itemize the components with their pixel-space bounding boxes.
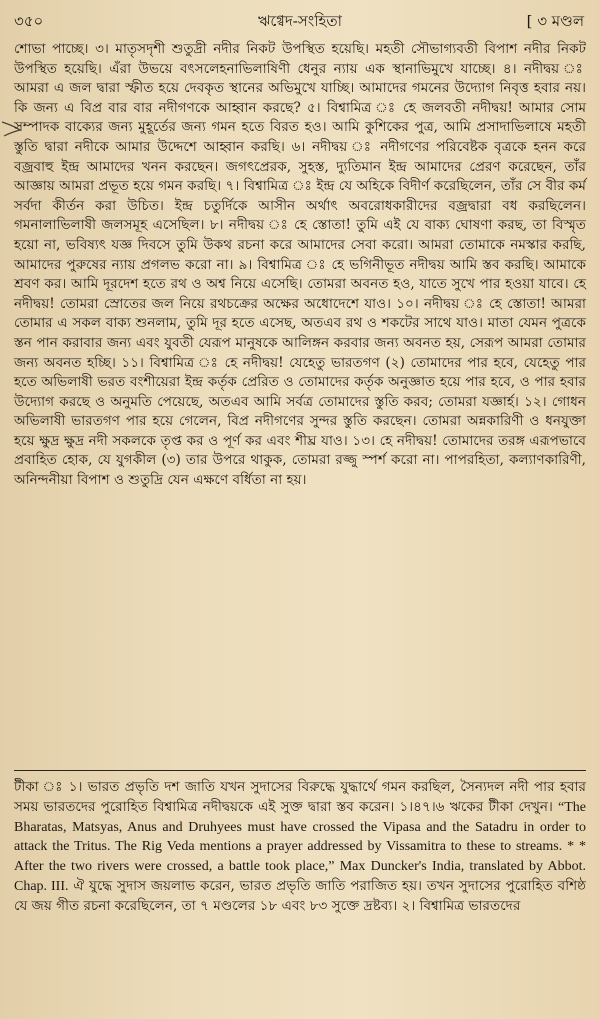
footnote-divider bbox=[14, 770, 586, 771]
footnote-part-1: টীকা ঃ ১। ভারত প্রভৃতি দশ জাতি যখন সুদাসের বিরুদ্ধে যুদ্ধার্থে গমন করছিল, সৈন্যদল নদী পার হবার সময় ভারতদের পুরোহিত বিশ্বামিত্র নদীদ্বয়কে এই সুক্ত দ্বারা স্তব করেন। ১।৪৭।৬ ঋকের টীকা দেখুন। bbox=[14, 779, 586, 815]
footnote-text bbox=[14, 778, 586, 917]
running-title: ঋগ্বেদ-সংহিতা bbox=[258, 12, 342, 30]
page-number: ৩৫০ bbox=[14, 12, 44, 30]
footnote-english-quote: “The Bharatas, Matsyas, Anus and Druhyees must have crossed the Vipasa and the Satadru in order to attack the Tritus. The Rig Veda mentions a prayer addressed by Vissamitra to these to streams. * * After the two rivers were crossed, a battle took place,” Max Duncker's India, translated by Abbot. Chap. III. bbox=[14, 799, 586, 894]
footnote-part-2: ঐ যুদ্ধে সুদাস জয়লাভ করেন, ভারত প্রভৃতি জাতি পরাজিত হয়। তখন সুদাসের পুরোহিত বশিষ্ঠ যে জয় গীত রচনা করেছিলেন, তা ৭ মণ্ডলের ১৮ এবং ৮৩ সুক্তে দ্রষ্টব্য। ২। বিশ্বামিত্র ভারতদের bbox=[14, 877, 586, 914]
page-header bbox=[0, 8, 600, 36]
section-label: [ ৩ মণ্ডল bbox=[526, 12, 584, 30]
verse-text: শোভা পাচ্ছে। ৩। মাতৃসদৃশী শুতুদ্রী নদীর নিকট উপস্থিত হয়েছি। মহতী সৌভাগ্যবতী বিপাশ নদীর নিকট উপস্থিত হয়েছি। এঁরা উভয়ে বৎসলেহনাভিলাষিণী ধেনুর ন্যায় এক স্থানাভিমুখে যাচ্ছে। ৪। নদীদ্বয় ঃ আমরা এ জল দ্বারা স্ফীত হয়ে দেবকৃত স্থানের অভিমুখে যাচ্ছি। আমাদের গমনের উদ্যোগ নিবৃত্ত হবার নয়। কি জন্য এ বিপ্র বার বার নদীগণকে আহ্বান করছে? ৫। বিশ্বামিত্র ঃ হে জলবতী নদীদ্বয়! আমার সোম সম্পাদক বাক্যের জন্য মুহূর্তের জন্য গমন হতে বিরত হও। আমি কুশিকের পুত্র, আমি প্রসাদাভিলাষে মহতী স্তুতি দ্বারা নদীকে আমার উদ্দেশে আহ্বান করছি। ৬। নদীদ্বয় ঃ নদীগণের পরিবেষ্টক বৃত্রকে হনন করে বজ্রবাহু ইন্দ্র আমাদের খনন করছেন। জগৎপ্রেরক, সুহস্ত, দ্যুতিমান ইন্দ্র আমাদের প্রেরণ করেছেন, তাঁর আজ্ঞায় আমরা প্রভূত হয়ে গমন করছি। ৭। বিশ্বামিত্র ঃ ইন্দ্র যে অহিকে বিদীর্ণ করেছিলেন, তাঁর সে বীর কর্ম সর্বদা কীর্তন করা উচিত। ইন্দ্র চতুর্দিকে আসীন অর্থাৎ অবরোধকারীদের বজ্রদ্বারা বধ করছিলেন। গমনালাভিলাষী জলসমূহ এসেছিল। ৮। নদীদ্বয় ঃ হে স্তোতা! তুমি এই যে বাক্য ঘোষণা করছ, তা বিস্মৃত হয়ো না, ভবিষ্যৎ যজ্ঞ দিবসে তুমি উকথ রচনা করে আমাদের সেবা করো। আমরা তোমাকে নমস্কার করছি, আমাদের পুরুষের ন্যায় প্রগলভ করো না। ৯। বিশ্বামিত্র ঃ হে ভগিনীভূত নদীদ্বয় আমি স্তব করছি। আমাকে শ্রবণ কর। আমি দূরদেশ হতে রথ ও অশ্ব নিয়ে এসেছি। তোমরা অবনত হও, যাতে সুখে পার হওয়া যাবে। হে নদীদ্বয়! তোমরা স্রোতের জল নিয়ে রথচক্রের অক্ষের অধোদেশে যাও। ১০। নদীদ্বয় ঃ হে স্তোতা! আমরা তোমার এ সকল বাক্য শুনলাম, তুমি দূর হতে এসেছ, অতএব রথ ও শকটের সাথে যাও। মাতা যেমন পুত্রকে স্তন পান করাবার জন্য এবং যুবতী যেরূপ মানুষকে আলিঙ্গন করবার জন্য অবনত হয়, সেরূপ আমরা তোমার জন্য অবনত হচ্ছি। ১১। বিশ্বামিত্র ঃ হে নদীদ্বয়! যেহেতু ভারতগণ (২) তোমাদের পার হবে, যেহেতু পার হতে অভিলাষী ভরত বংশীয়েরা ইন্দ্র কর্তৃক প্রেরিত ও তোমাদের কর্তৃক অনুজ্ঞাত হয়ে পার হবে, ও পার হবার উদ্যোগ করছে ও অনুমতি পেয়েছে, অতএব আমি সর্বত্র তোমাদের স্তুতি করব; তোমরা যজ্ঞার্হ। ১২। গোধন অভিলাষী ভারতগণ পার হয়ে গেলেন, বিপ্র নদীগণের সুন্দর স্তুতি করছেন। তোমরা অন্নকারিণী ও ধনযুক্তা হয়ে ক্ষুদ্র ক্ষুদ্র নদী সকলকে তৃপ্ত কর ও পূর্ণ কর এবং শীঘ্র যাও। ১৩। হে নদীদ্বয়! তোমাদের তরঙ্গ এরূপভাবে প্রবাহিত হোক, যে যুগকীল (৩) তার উপরে থাকুক, তোমরা রজ্জু স্পর্শ করো না। পাপরহিতা, কল্যাণকারিণী, অনিন্দনীয়া বিপাশ ও শুতুদ্রি যেন এক্ষণে বর্ধিতা না হয়। bbox=[14, 41, 586, 489]
